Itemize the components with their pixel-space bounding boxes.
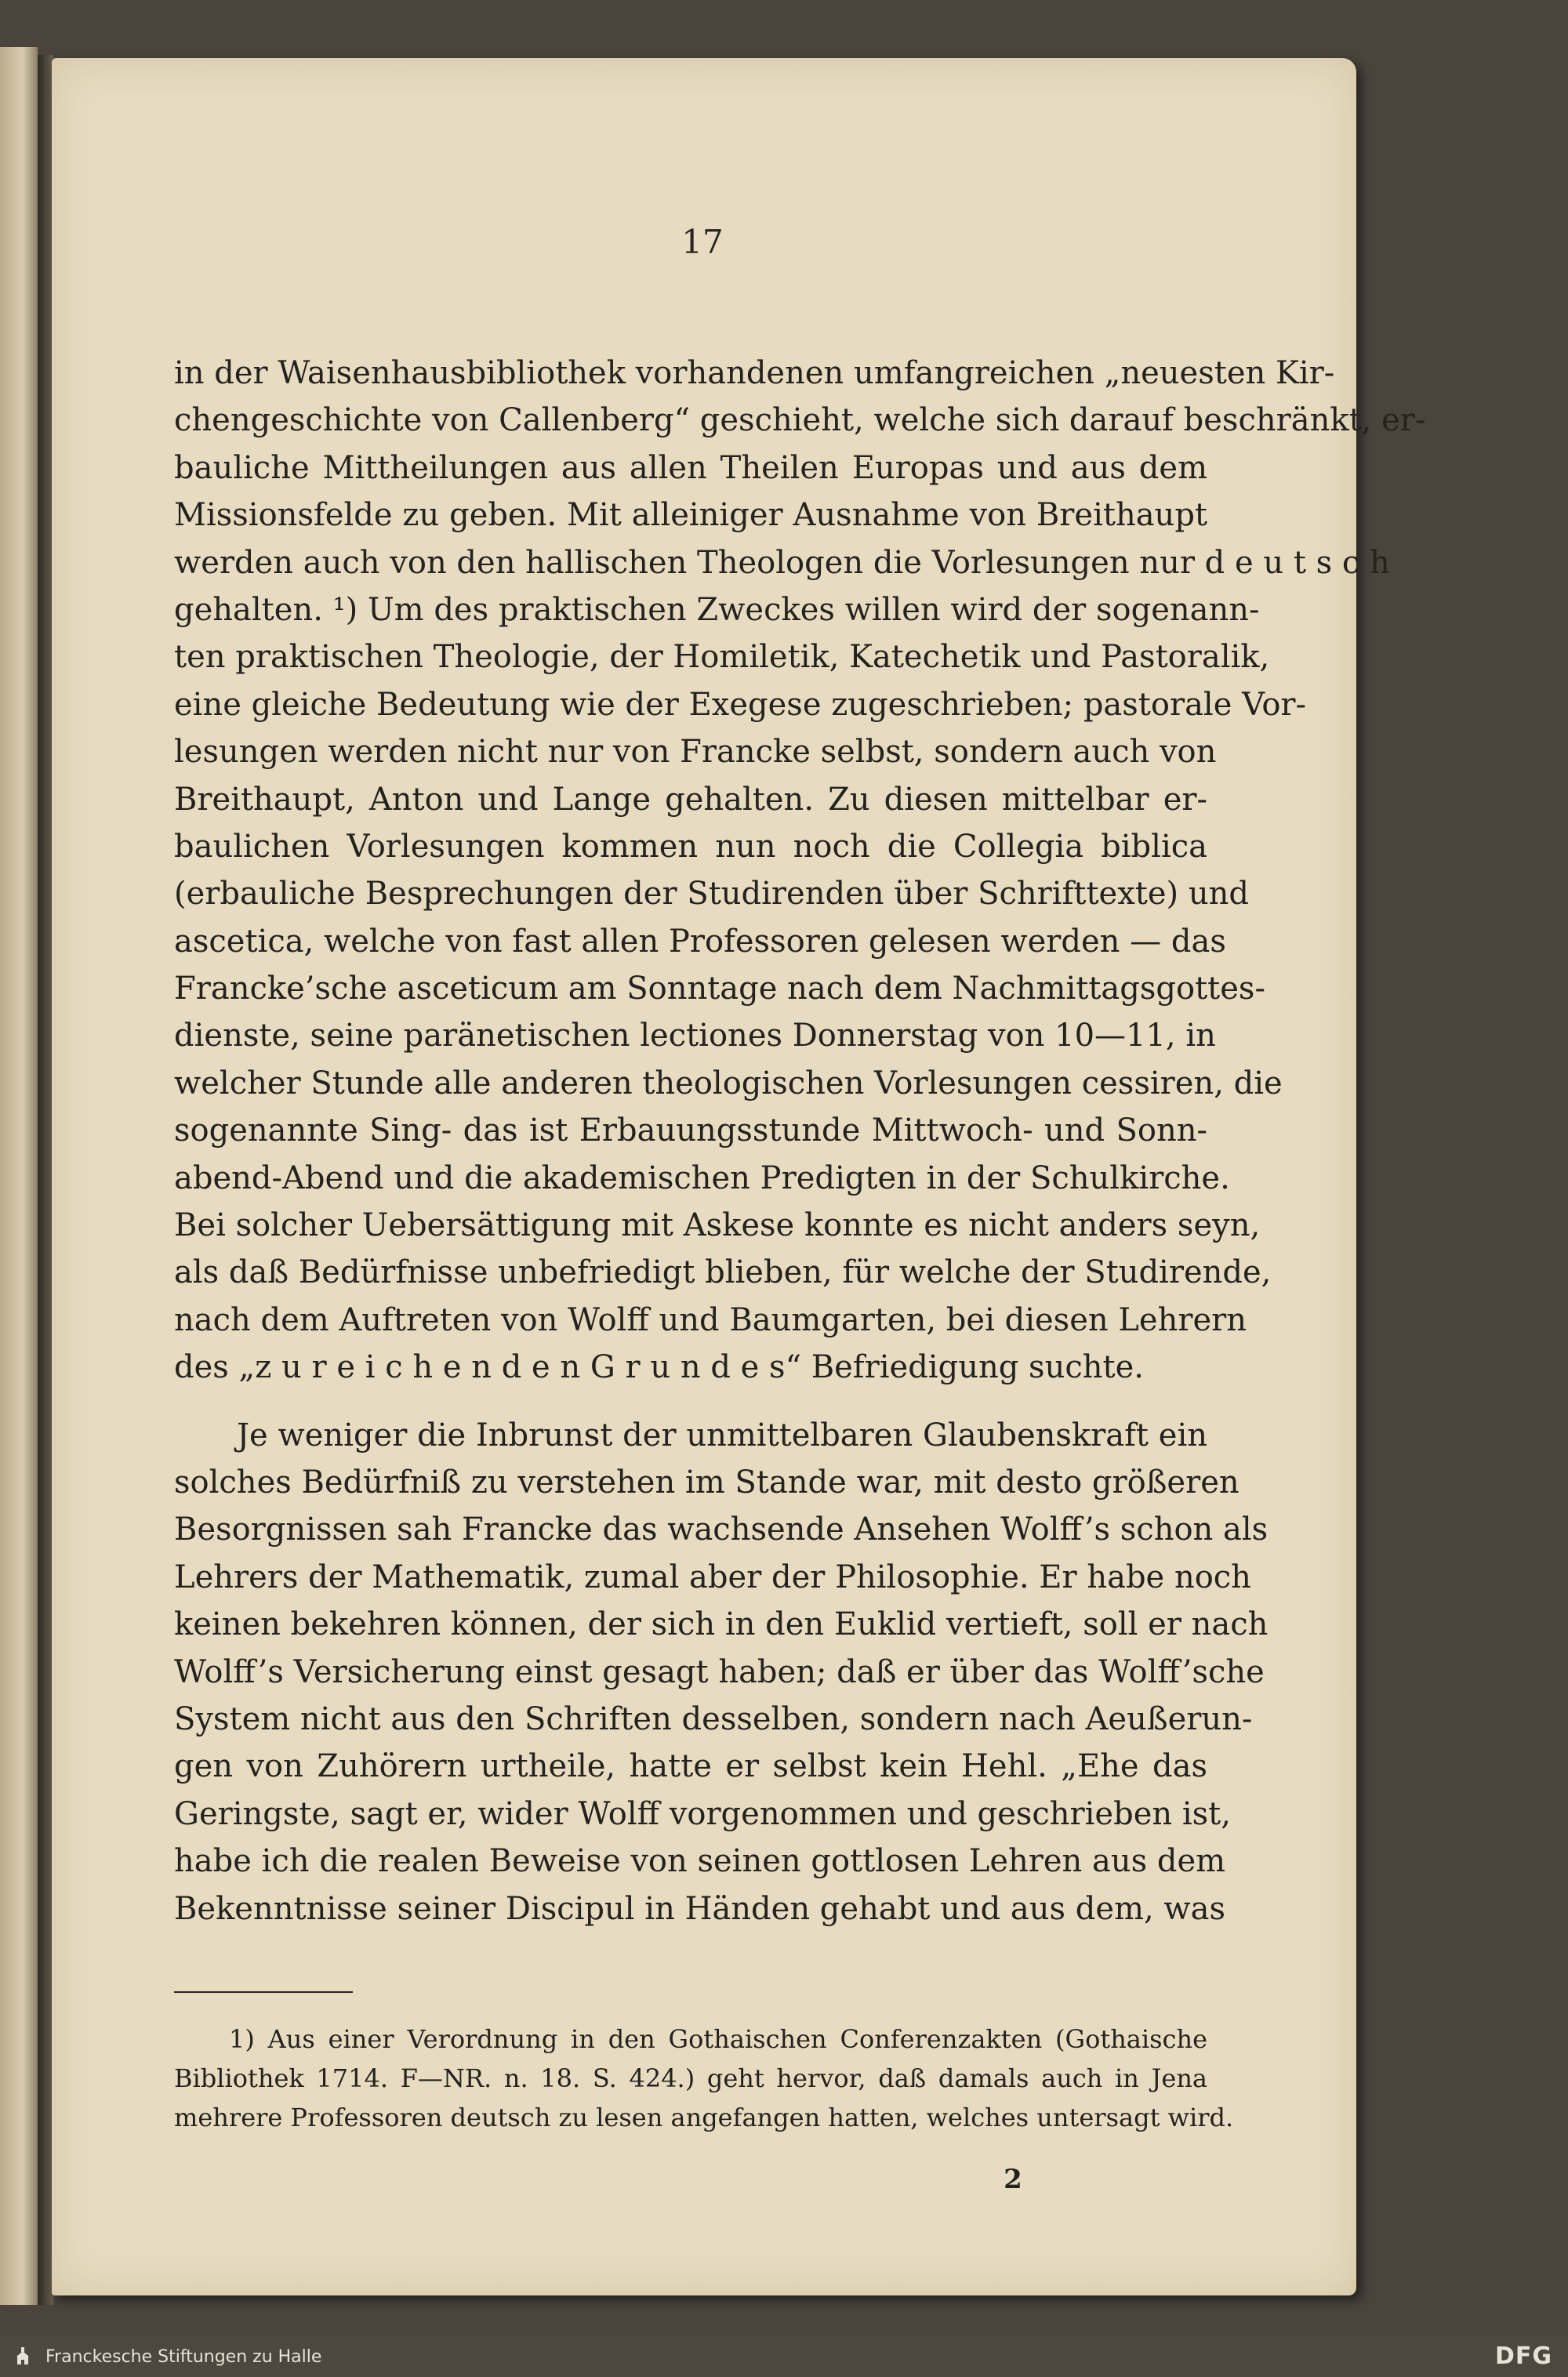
footnote <box>174 2020 1234 2137</box>
book-page <box>52 58 1426 2295</box>
institution-name: Franckesche Stiftungen zu Halle <box>45 2347 322 2367</box>
text-line: abend-Abend und die akademischen Predigten in der Schulkirche. <box>174 1159 1230 1196</box>
dfg-logo: DFG <box>1494 2343 1552 2370</box>
francke-foundations-logo-icon <box>14 2346 31 2368</box>
text-line: Francke’sche asceticum am Sonntage nach dem Nachmittagsgottes- <box>174 971 1265 1007</box>
previous-page-edge <box>0 47 38 2305</box>
text-line: des „z u r e i c h e n d e n G r u n d e s“ Befriedigung suchte. <box>174 1349 1144 1386</box>
text-line: eine gleiche Bedeutung wie der Exegese zugeschrieben; pastorale Vor- <box>174 686 1307 723</box>
signature-mark: 2 <box>1004 2164 1022 2195</box>
text-line: habe ich die realen Beweise von seinen gottlosen Lehren aus dem <box>174 1843 1226 1880</box>
page-number: 17 <box>681 223 724 261</box>
text-line: ten praktischen Theologie, der Homiletik, Katechetik und Pastoralik, <box>174 639 1270 676</box>
text-line: lesungen werden nicht nur von Francke selbst, sondern auch von <box>174 734 1217 771</box>
text-line: chengeschichte von Callenberg“ geschieht, welche sich darauf beschränkt, er- <box>174 402 1426 439</box>
text-line: dienste, seine paränetischen lectiones Donnerstag von 10—11, in <box>174 1018 1216 1054</box>
text-line: Breithaupt, Anton und Lange gehalten. Zu diesen mittelbar er- <box>174 781 1207 818</box>
text-line: werden auch von den hallischen Theologen die Vorlesungen nur d e u t s c h <box>174 544 1390 581</box>
text-line: solches Bedürfniß zu verstehen im Stande war, mit desto größeren <box>174 1464 1240 1501</box>
text-line: ascetica, welche von fast allen Professoren gelesen werden — das <box>174 923 1226 960</box>
text-line: gen von Zuhörern urtheile, hatte er selbst kein Hehl. „Ehe das <box>174 1748 1207 1785</box>
viewer-footer <box>0 2336 1568 2377</box>
body-text <box>174 350 1426 1932</box>
footnote-rule <box>174 1991 353 1993</box>
footnote-line: mehrere Professoren deutsch zu lesen angefangen hatten, welches untersagt wird. <box>174 2103 1234 2132</box>
book-binding <box>38 55 53 2305</box>
paragraph-gap <box>174 1392 1207 1412</box>
text-line: Missionsfelde zu geben. Mit alleiniger Ausnahme von Breithaupt <box>174 497 1207 534</box>
text-line: gehalten. ¹) Um des praktischen Zweckes willen wird der sogenann- <box>174 591 1260 628</box>
text-line: Lehrers der Mathematik, zumal aber der Philosophie. Er habe noch <box>174 1559 1251 1595</box>
text-line: Je weniger die Inbrunst der unmittelbaren Glaubenskraft ein <box>237 1417 1207 1453</box>
text-line: Besorgnissen sah Francke das wachsende Ansehen Wolff’s schon als <box>174 1511 1269 1548</box>
text-line: Wolff’s Versicherung einst gesagt haben; daß er über das Wolff’sche <box>174 1653 1265 1690</box>
text-line: keinen bekehren können, der sich in den Euklid vertieft, soll er nach <box>174 1606 1269 1643</box>
text-line: Bekenntnisse seiner Discipul in Händen gehabt und aus dem, was <box>174 1890 1226 1927</box>
text-line: baulichen Vorlesungen kommen nun noch die Collegia biblica <box>174 828 1207 865</box>
text-line: nach dem Auftreten von Wolff und Baumgarten, bei diesen Lehrern <box>174 1301 1247 1338</box>
text-line: welcher Stunde alle anderen theologischen Vorlesungen cessiren, die <box>174 1065 1283 1101</box>
footnote-line: Bibliothek 1714. F—NR. n. 18. S. 424.) geht hervor, daß damals auch in Jena <box>174 2063 1207 2093</box>
text-line: in der Waisenhausbibliothek vorhandenen umfangreichen „neuesten Kir- <box>174 355 1335 391</box>
text-line: bauliche Mittheilungen aus allen Theilen Europas und aus dem <box>174 449 1207 486</box>
footnote-line: 1) Aus einer Verordnung in den Gothaischen Conferenzakten (Gothaische <box>229 2024 1207 2054</box>
text-line: als daß Bedürfnisse unbefriedigt blieben, für welche der Studirende, <box>174 1254 1272 1291</box>
text-line: sogenannte Sing- das ist Erbauungsstunde Mittwoch- und Sonn- <box>174 1112 1207 1149</box>
text-line: Bei solcher Uebersättigung mit Askese konnte es nicht anders seyn, <box>174 1207 1261 1244</box>
text-line: Geringste, sagt er, wider Wolff vorgenommen und geschrieben ist, <box>174 1795 1231 1832</box>
text-line: System nicht aus den Schriften desselben, sondern nach Aeußerun- <box>174 1700 1253 1737</box>
text-line: (erbauliche Besprechungen der Studirenden über Schrifttexte) und <box>174 876 1249 913</box>
